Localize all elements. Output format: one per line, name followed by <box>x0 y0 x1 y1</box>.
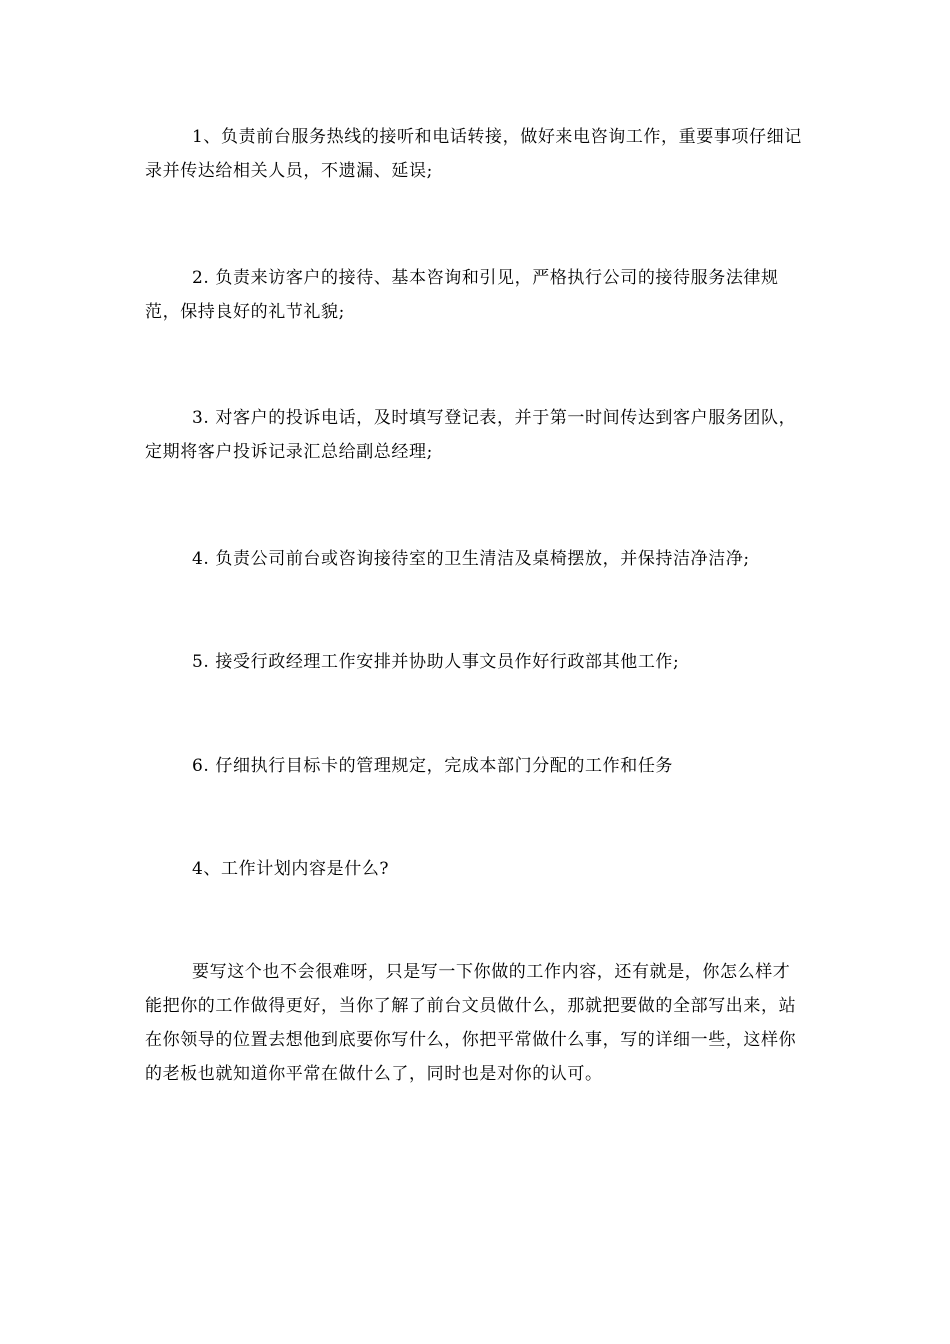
paragraph-explanation: 要写这个也不会很难呀，只是写一下你做的工作内容，还有就是，你怎么样才能把你的工作做得更好，当你了解了前台文员做什么，那就把要做的全部写出来，站在你领导的位置去想他到底要你写什么，你把平常做什么事，写的详细一些，这样你的老板也就知道你平常在做什么了，同时也是对你的认可。 <box>145 962 797 1084</box>
paragraph-duty-1: 1、负责前台服务热线的接听和电话转接，做好来电咨询工作，重要事项仔细记录并传达给相关人员，不遗漏、延误; <box>145 127 802 181</box>
paragraph-duty-3: 3. 对客户的投诉电话，及时填写登记表，并于第一时间传达到客户服务团队，定期将客户投诉记录汇总给副总经理; <box>145 408 797 462</box>
section-heading: 4、工作计划内容是什么? <box>192 859 390 879</box>
paragraph-duty-2: 2. 负责来访客户的接待、基本咨询和引见，严格执行公司的接待服务法律规范，保持良好的礼节礼貌; <box>145 268 779 322</box>
paragraph-duty-5: 5. 接受行政经理工作安排并协助人事文员作好行政部其他工作; <box>192 652 680 672</box>
paragraph-duty-6: 6. 仔细执行目标卡的管理规定，完成本部门分配的工作和任务 <box>192 756 674 776</box>
paragraph-duty-4: 4. 负责公司前台或咨询接待室的卫生清洁及桌椅摆放，并保持洁净洁净; <box>192 549 750 569</box>
